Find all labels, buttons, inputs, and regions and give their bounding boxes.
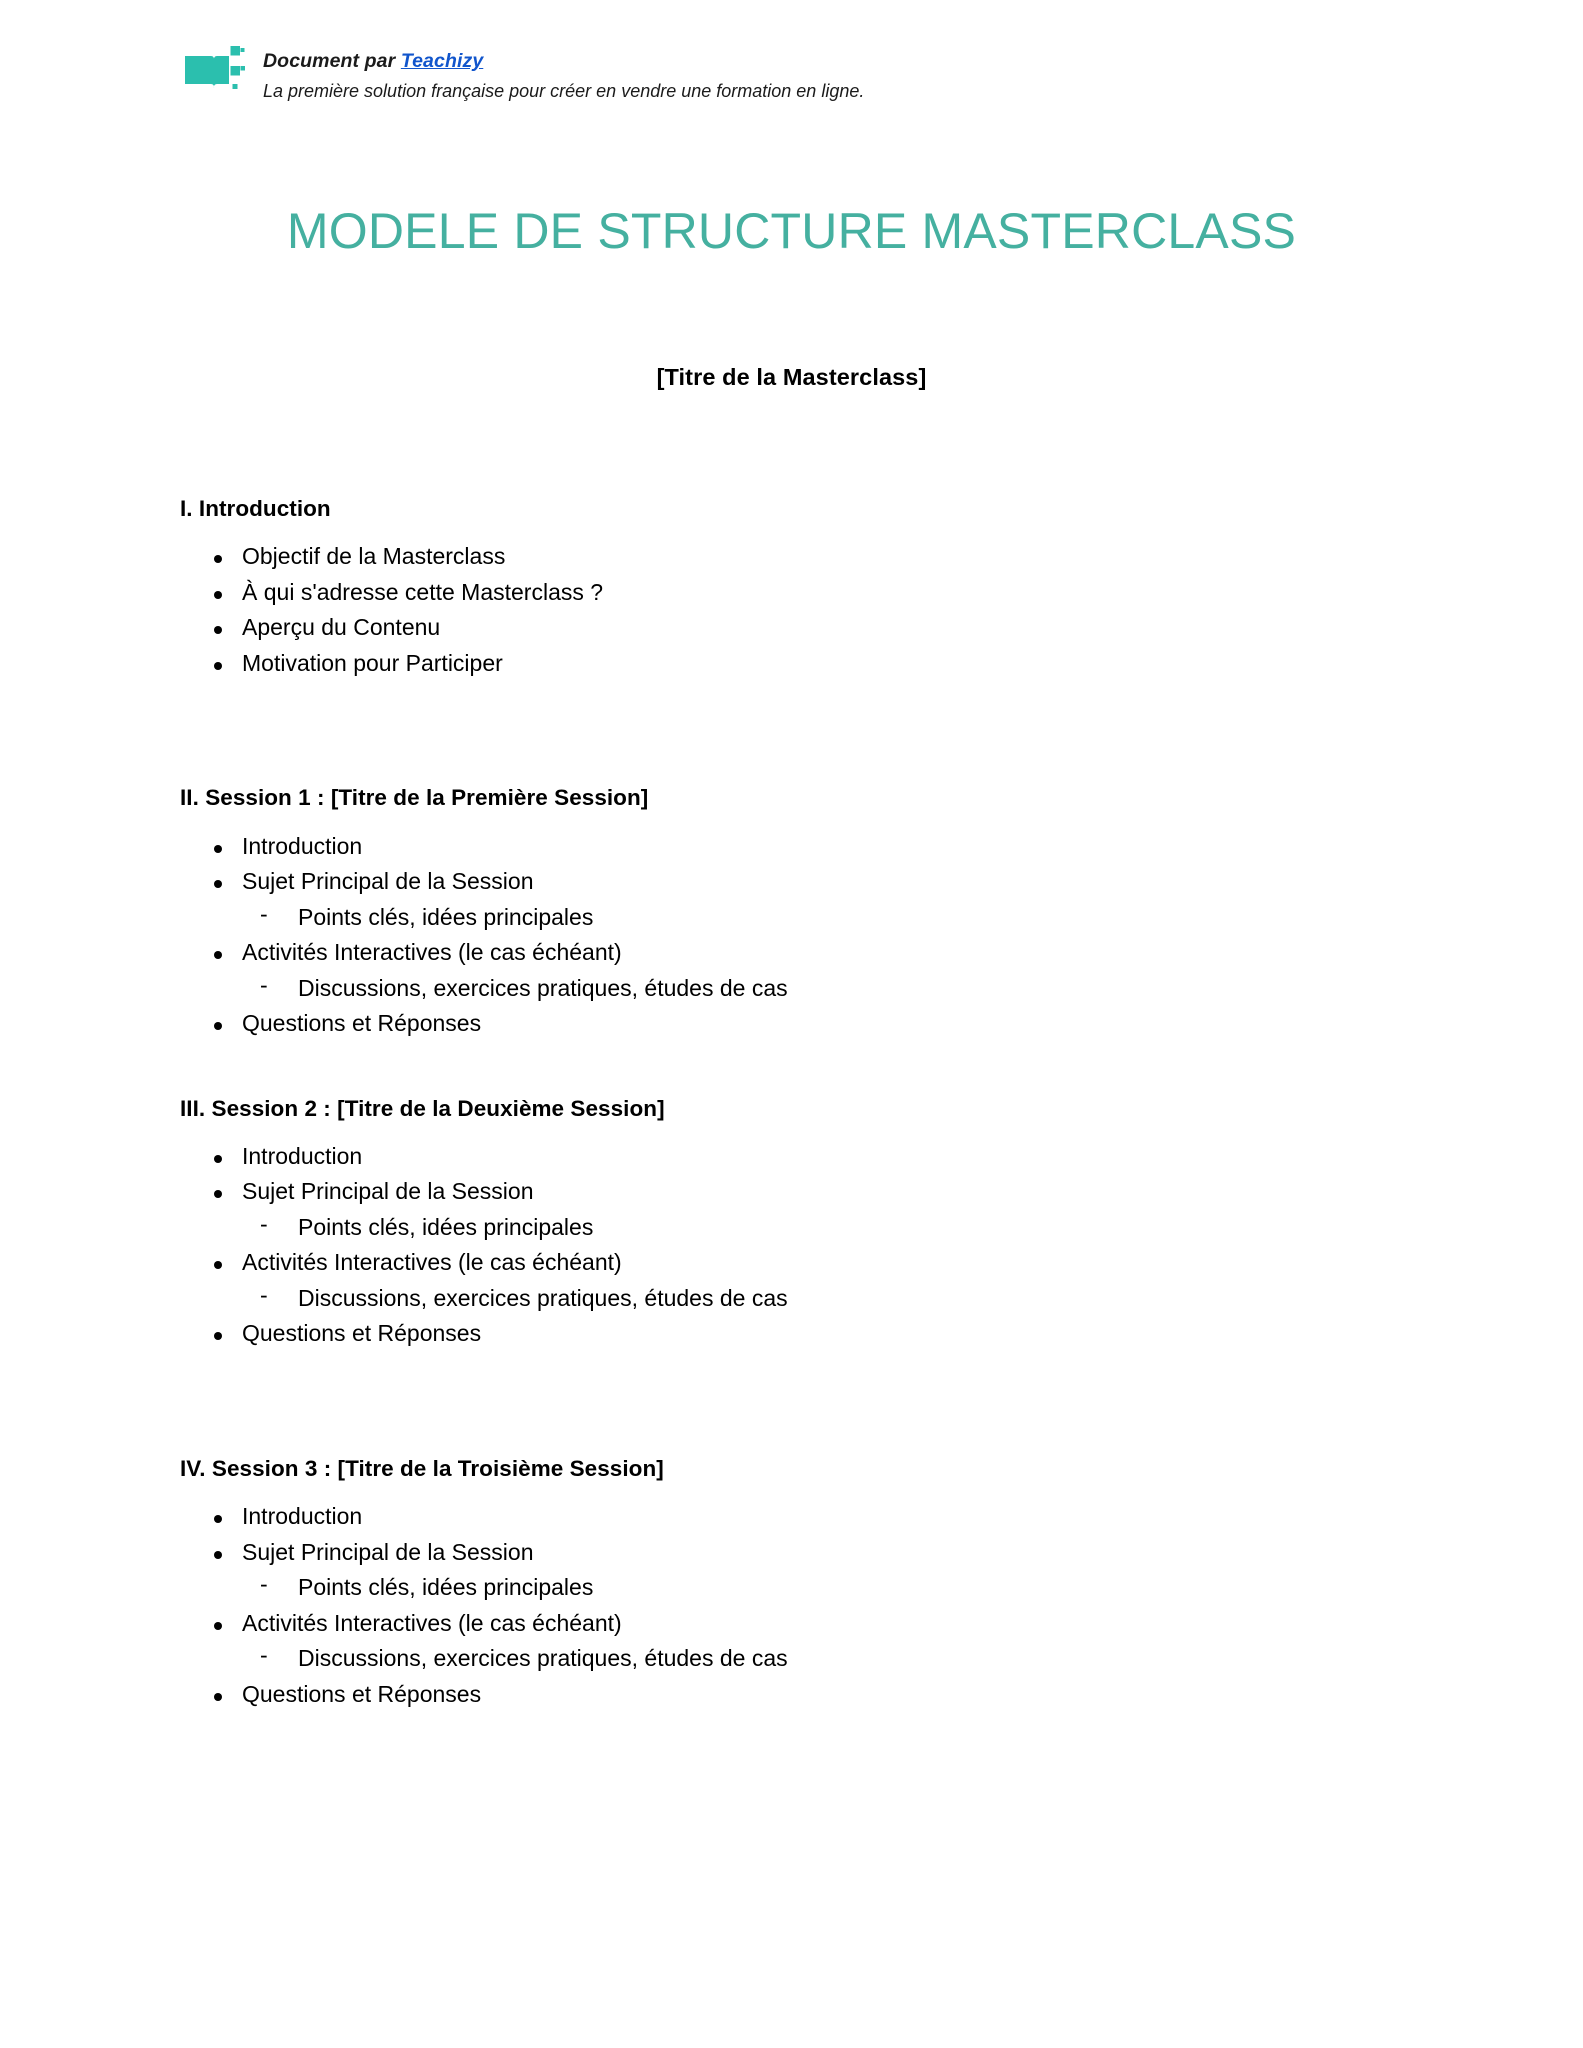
bullet-item: Sujet Principal de la Session: [180, 1180, 1410, 1203]
bullet-item: Activités Interactives (le cas échéant): [180, 1612, 1410, 1635]
sub-bullet-item: - Points clés, idées principales: [180, 906, 1410, 929]
sub-bullet-item: - Discussions, exercices pratiques, études de cas: [180, 1647, 1410, 1670]
brand-tagline: La première solution française pour créer en vendre une formation en ligne.: [263, 80, 865, 101]
bullet-item: Introduction: [180, 1145, 1410, 1168]
spacer: [180, 1123, 1410, 1145]
bullet-item: Sujet Principal de la Session: [180, 870, 1410, 893]
outline-section: [180, 783, 1410, 1093]
bullet-item: Motivation pour Participer: [180, 652, 1410, 675]
bullet-item: Introduction: [180, 1505, 1410, 1528]
outline-section: [180, 1454, 1410, 1764]
teachizy-link[interactable]: Teachizy: [400, 50, 484, 72]
outline-section: [180, 494, 1410, 783]
document-author-prefix: Document par: [263, 50, 401, 72]
bullet-item: Objectif de la Masterclass: [180, 545, 1410, 568]
section-heading: II. Session 1 : [Titre de la Première Session]: [180, 785, 649, 811]
bullet-item: Introduction: [180, 835, 1410, 858]
sub-bullet-item: - Discussions, exercices pratiques, études de cas: [180, 1287, 1410, 1310]
bullet-item: À qui s'adresse cette Masterclass ?: [180, 581, 1410, 604]
bullet-item: Questions et Réponses: [180, 1683, 1410, 1706]
spacer: [180, 523, 1410, 545]
spacer: [180, 1048, 1410, 1094]
spacer: [180, 813, 1410, 835]
document-outline: [180, 494, 1410, 1764]
masterclass-title-placeholder: [Titre de la Masterclass]: [656, 364, 927, 390]
bullet-item: Sujet Principal de la Session: [180, 1541, 1410, 1564]
sub-bullet-item: - Points clés, idées principales: [180, 1576, 1410, 1599]
section-bullet-list: [180, 1505, 1410, 1706]
spacer: [180, 687, 1410, 783]
page-title: MODELE DE STRUCTURE MASTERCLASS: [286, 203, 1297, 259]
document-header: [183, 38, 864, 105]
bullet-item: Questions et Réponses: [180, 1012, 1410, 1035]
spacer: [180, 1483, 1410, 1505]
spacer: [180, 1718, 1410, 1764]
document-author-line: [263, 48, 864, 76]
spacer: [180, 1358, 1410, 1454]
section-bullet-list: [180, 832, 1410, 1036]
outline-section: [180, 1094, 1410, 1454]
section-heading: III. Session 2 : [Titre de la Deuxième Session]: [180, 1095, 665, 1121]
bullet-item: Questions et Réponses: [180, 1322, 1410, 1345]
section-bullet-list: [180, 1142, 1410, 1347]
header-text-block: [263, 38, 864, 105]
sub-bullet-item: - Points clés, idées principales: [180, 1216, 1410, 1239]
teachizy-book-logo-icon: [183, 44, 245, 100]
sub-bullet-item: - Discussions, exercices pratiques, études de cas: [180, 977, 1410, 1000]
section-heading: IV. Session 3 : [Titre de la Troisième Session]: [180, 1455, 664, 1481]
bullet-item: Activités Interactives (le cas échéant): [180, 1251, 1410, 1274]
bullet-item: Activités Interactives (le cas échéant): [180, 941, 1410, 964]
section-bullet-list: [180, 545, 1410, 675]
bullet-item: Aperçu du Contenu: [180, 616, 1410, 639]
section-heading: I. Introduction: [180, 496, 331, 521]
